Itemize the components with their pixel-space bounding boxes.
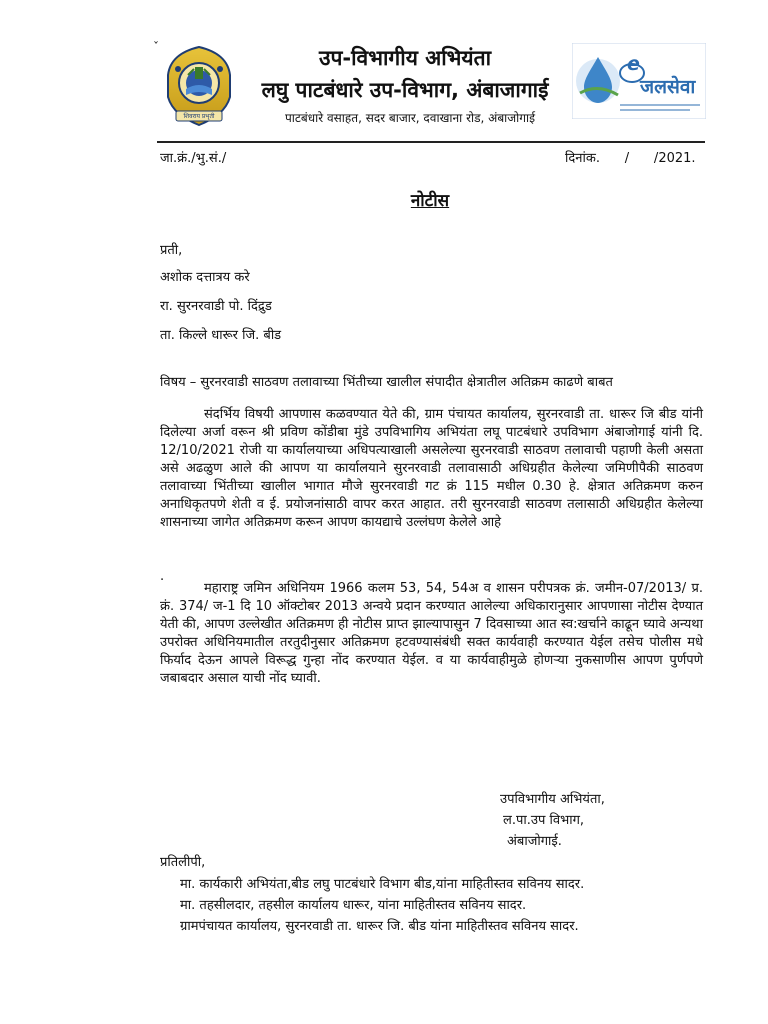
copies-heading: प्रतिलीपी, xyxy=(160,855,206,870)
body-paragraph-2: महाराष्ट्र जमिन अधिनियम 1966 कलम 53, 54, 54अ व शासन परीपत्रक क्रं. जमीन-07/2013/ प्र. क्रं. 374/ ज-1 दि 10 ऑक्टोबर 2013 अन्वये प्रदान करण्यात आलेल्या अधिकारानुसार आपणासा नोटीस देण्यात येती की, आपण उल्लेखीत अतिक्रमण ही नोटीस प्राप्त झाल्यापासुन 7 दिवसाच्या आत स्व:खर्चाने काढून घ्यावे अन्यथा उपरोक्त अधिनियमातील तरतुदीनुसार अतिक्रमण हटवण्यासंबंधी सक्त कार्यवाही करण्यात येईल तसेच पोलीस मधे फिर्याद देऊन आपले विरूद्ध गुन्हा नोंद करण्यात येईल. व या कार्यवाहीमुळे होणऱ्या नुकसाणीस आपण पुर्णपणे जबाबदार असाल याची नोंद घ्यावी. xyxy=(160,581,703,686)
recipient-village: रा. सुरनरवाडी पो. दिंद्रुड xyxy=(160,299,272,314)
office-title: उप-विभागीय अभियंता xyxy=(318,46,492,70)
signatory-office: ल.पा.उप विभाग, xyxy=(503,813,585,828)
e-jalseva-logo-prefix: e xyxy=(627,53,640,75)
reference-date: दिनांक. / /2021. xyxy=(565,151,696,166)
e-jalseva-logo-text: जलसेवा xyxy=(640,76,696,98)
copy-item: ग्रामपंचायत कार्यालय, सुरनरवाडी ता. धारूर जि. बीड यांना माहितीस्तव सविनय सादर. xyxy=(180,919,579,934)
header-divider xyxy=(157,141,705,143)
copy-item: मा. कार्यकारी अभियंता,बीड लघु पाटबंधारे विभाग बीड,यांना माहितीस्तव सविनय सादर. xyxy=(180,877,585,892)
stray-mark: ˇ xyxy=(153,40,159,54)
signatory-designation: उपविभागीय अभियंता, xyxy=(500,792,605,807)
copy-item: मा. तहसीलदार, तहसील कार्यालय धारूर, यांना माहितीस्तव सविनय सादर. xyxy=(180,898,527,913)
recipient-name: अशोक दत्तात्रय करे xyxy=(160,270,250,285)
reference-number: जा.क्रं./भु.सं./ xyxy=(160,151,227,166)
seal-motto: शिवराय प्रभृती xyxy=(183,113,215,120)
recipient-salutation: प्रती, xyxy=(160,243,183,258)
notice-title: नोटीस xyxy=(410,191,450,211)
recipient-taluka: ता. किल्ले धारूर जि. बीड xyxy=(160,328,282,343)
signatory-place: अंबाजोगाई. xyxy=(507,834,562,849)
seal-logo xyxy=(164,45,234,131)
paragraph-separator: . xyxy=(160,569,165,584)
office-subtitle: लघु पाटबंधारे उप-विभाग, अंबाजागाई xyxy=(261,78,549,102)
e-jalseva-logo xyxy=(572,43,706,119)
body-paragraph-1: संदर्भिय विषयी आपणास कळवण्यात येते की, ग्राम पंचायत कार्यालय, सुरनरवाडी ता. धारूर जि बीड यांनी दिलेल्या अर्जा वरून श्री प्रविण कोंडीबा मुंडे उपविभागिय अभियंता लघू पाटबंधारे उपविभाग अंबाजोगाई यांनी दि. 12/10/2021 रोजी या कार्यालयाच्या अधिपत्याखाली असलेल्या सुरनरवाडी साठवण तलावाची पहाणी केली असता असे अढळुण आले की आपण या कार्यालयाने सुरनरवाडी तलावासाठी अधिग्रहीत केलेल्या जमिणीपैकी साठवण तलावाच्या भिंतीच्या खालील भागात मौजे सुरनरवाडी गट क्रं 115 मधील 0.30 हे. क्षेत्रात अतिक्रमण करुन अनाधिकृतपणे शेती व ई. प्रयोजनांसाठी वापर करत आहात. तरी सुरनरवाडी साठवण तलासाठी अधिग्रहीत केलेल्या शासनाच्या जागेत अतिक्रमण करून आपण कायद्याचे उल्लंघण केलेले आहे xyxy=(160,407,703,530)
office-address: पाटबंधारे वसाहत, सदर बाजार, दवाखाना रोड, अंबाजोगाई xyxy=(284,111,536,125)
subject-line: विषय – सुरनरवाडी साठवण तलावाच्या भिंतीच्या खालील संपादीत क्षेत्रातील अतिक्रम काढणे बाबत xyxy=(160,375,613,390)
